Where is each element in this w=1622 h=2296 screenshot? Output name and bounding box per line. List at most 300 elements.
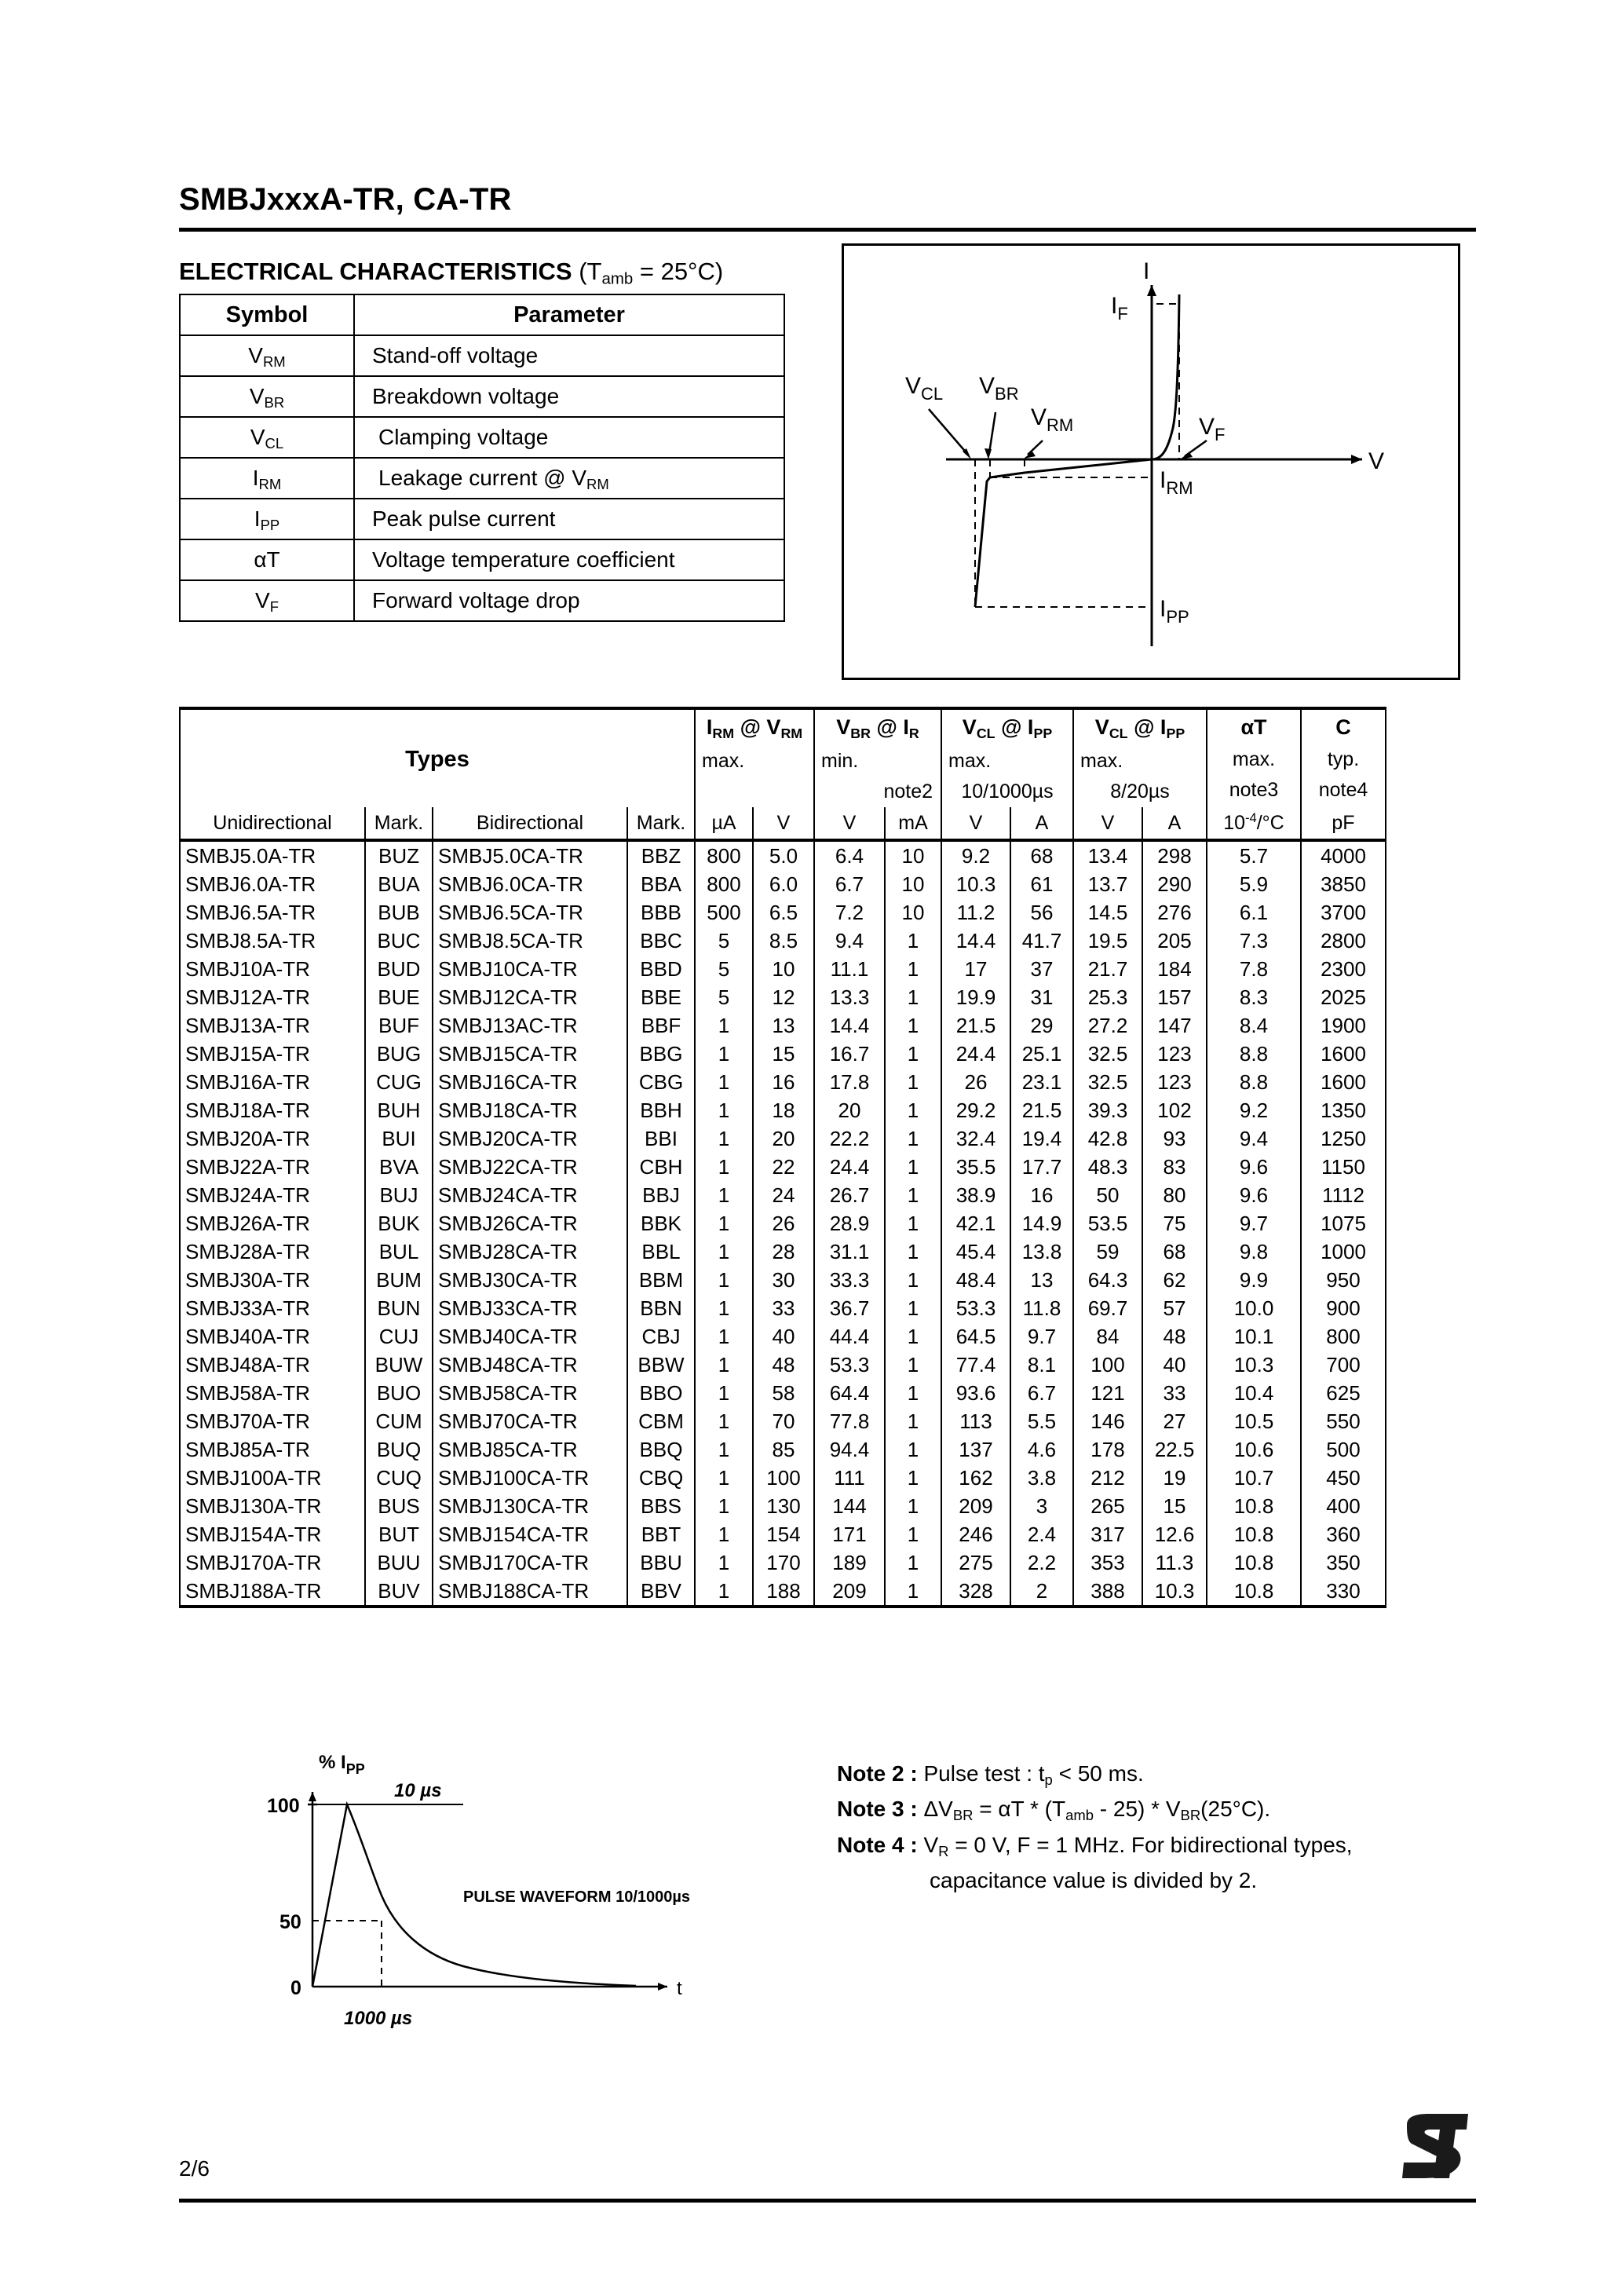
- capacitance-typ: 2300: [1301, 955, 1386, 983]
- type-bidirectional: SMBJ30CA-TR: [433, 1266, 627, 1294]
- vbr-min-v: 7.2: [814, 898, 885, 927]
- cap-spec: typ.: [1327, 748, 1360, 770]
- pulse-ytick-50: 50: [279, 1911, 301, 1933]
- mark-unidirectional: BVA: [365, 1153, 433, 1181]
- vcl1-main-a: V: [962, 715, 977, 739]
- irm-max-ua: 800: [695, 870, 753, 898]
- note-3: [837, 1791, 1353, 1826]
- table-row: [180, 840, 1386, 870]
- parameter-text: Leakage current @ V: [378, 466, 587, 490]
- type-unidirectional: SMBJ6.5A-TR: [180, 898, 365, 927]
- note-4-label: Note 4 :: [837, 1832, 918, 1857]
- ipp-10-1000-a: 2.2: [1010, 1548, 1073, 1577]
- vrm-v: 18: [753, 1096, 814, 1124]
- ipp-10-1000-a: 68: [1010, 840, 1073, 870]
- table-row: [180, 1492, 1386, 1520]
- ir-ma: 1: [885, 1492, 941, 1520]
- ir-ma: 1: [885, 1011, 941, 1040]
- vcl-10-1000-v: 10.3: [941, 870, 1010, 898]
- parameter-cell: Forward voltage drop: [354, 580, 784, 621]
- note-2-tail: < 50 ms.: [1052, 1761, 1144, 1786]
- irm-main-b-sub: RM: [780, 725, 803, 741]
- ipp-8-20-a: 11.3: [1142, 1548, 1207, 1577]
- iv-label-vbr: $V_{BR}$: [979, 373, 1019, 404]
- mark-unidirectional: BUO: [365, 1379, 433, 1407]
- capacitance-typ: 1250: [1301, 1124, 1386, 1153]
- parameter-cell: Breakdown voltage: [354, 376, 784, 417]
- type-unidirectional: SMBJ130A-TR: [180, 1492, 365, 1520]
- mark-bidirectional: BBT: [627, 1520, 695, 1548]
- note-2: [837, 1756, 1353, 1791]
- table-row: [180, 898, 1386, 927]
- ipp-10-1000-a: 3.8: [1010, 1464, 1073, 1492]
- alphat-max: 9.8: [1207, 1238, 1301, 1266]
- ipp-8-20-a: 102: [1142, 1096, 1207, 1124]
- type-unidirectional: SMBJ40A-TR: [180, 1322, 365, 1351]
- note-3-a-sub: BR: [952, 1807, 974, 1824]
- vcl-8-20-v: 64.3: [1073, 1266, 1142, 1294]
- ipp-8-20-a: 27: [1142, 1407, 1207, 1435]
- ipp-10-1000-a: 61: [1010, 870, 1073, 898]
- vbr-min-v: 77.8: [814, 1407, 885, 1435]
- unit-vbr-ma: mA: [885, 807, 941, 840]
- vcl2-main-b: I: [1160, 715, 1167, 739]
- mark-bidirectional: BBG: [627, 1040, 695, 1068]
- ir-ma: 1: [885, 983, 941, 1011]
- mark-unidirectional: BUH: [365, 1096, 433, 1124]
- table-row: [180, 1238, 1386, 1266]
- unit-irm-ua: µA: [695, 807, 753, 840]
- irm-main-a-sub: RM: [712, 725, 735, 741]
- mark-unidirectional: CUM: [365, 1407, 433, 1435]
- irm-main-a: I: [706, 715, 713, 739]
- ipp-10-1000-a: 6.7: [1010, 1379, 1073, 1407]
- alphat-max: 9.4: [1207, 1124, 1301, 1153]
- ipp-8-20-a: 12.6: [1142, 1520, 1207, 1548]
- irm-max-ua: 1: [695, 1096, 753, 1124]
- ir-ma: 1: [885, 1238, 941, 1266]
- symbol-sub: PP: [260, 517, 280, 534]
- vcl-10-1000-v: 9.2: [941, 840, 1010, 870]
- iv-label-vrm: $V_{RM}$: [1031, 404, 1074, 435]
- ipp-10-1000-a: 23.1: [1010, 1068, 1073, 1096]
- ir-ma: 1: [885, 1294, 941, 1322]
- irm-max-ua: 1: [695, 1266, 753, 1294]
- type-bidirectional: SMBJ20CA-TR: [433, 1124, 627, 1153]
- table-row: [180, 1011, 1386, 1040]
- iv-label-irm: $I_{RM}$: [1160, 467, 1193, 498]
- type-unidirectional: SMBJ5.0A-TR: [180, 840, 365, 870]
- mark-bidirectional: CBH: [627, 1153, 695, 1181]
- vrm-v: 40: [753, 1322, 814, 1351]
- ir-ma: 1: [885, 1322, 941, 1351]
- note-3-c: - 25) * V: [1094, 1797, 1181, 1822]
- table-row: [180, 1209, 1386, 1238]
- vcl-10-1000-v: 21.5: [941, 1011, 1010, 1040]
- ipp-8-20-a: 15: [1142, 1492, 1207, 1520]
- page-title: SMBJxxxA-TR, CA-TR: [179, 182, 512, 217]
- vcl-8-20-v: 84: [1073, 1322, 1142, 1351]
- pulse-x-axis-label: t: [677, 1978, 682, 1999]
- unit-alphat: [1207, 807, 1301, 840]
- mark-unidirectional: BUL: [365, 1238, 433, 1266]
- mark-unidirectional: CUJ: [365, 1322, 433, 1351]
- symbol-sub: RM: [262, 353, 286, 371]
- unit-irm-v: V: [753, 807, 814, 840]
- irm-max-ua: 1: [695, 1379, 753, 1407]
- ipp-10-1000-a: 16: [1010, 1181, 1073, 1209]
- table-row: [180, 539, 784, 580]
- vcl-8-20-v: 13.7: [1073, 870, 1142, 898]
- pulse-waveform-figure: [228, 1727, 730, 2034]
- mark-bidirectional: BBJ: [627, 1181, 695, 1209]
- mark-bidirectional: BBC: [627, 927, 695, 955]
- table-row: [180, 1294, 1386, 1322]
- ipp-10-1000-a: 29: [1010, 1011, 1073, 1040]
- vcl-8-20-v: 212: [1073, 1464, 1142, 1492]
- type-bidirectional: SMBJ28CA-TR: [433, 1238, 627, 1266]
- column-header-bidirectional: Bidirectional: [433, 807, 627, 840]
- mark-bidirectional: BBM: [627, 1266, 695, 1294]
- symbol-main: I: [254, 506, 261, 531]
- ec-heading-bold: ELECTRICAL CHARACTERISTICS: [179, 258, 572, 285]
- vcl-8-20-v: 32.5: [1073, 1068, 1142, 1096]
- irm-max-ua: 800: [695, 840, 753, 870]
- ipp-10-1000-a: 11.8: [1010, 1294, 1073, 1322]
- table-row: [180, 335, 784, 376]
- iv-label-i: I: [1143, 258, 1150, 284]
- vcl-8-20-v: 21.7: [1073, 955, 1142, 983]
- ipp-8-20-a: 93: [1142, 1124, 1207, 1153]
- ipp-10-1000-a: 4.6: [1010, 1435, 1073, 1464]
- capacitance-typ: 800: [1301, 1322, 1386, 1351]
- ir-ma: 1: [885, 1068, 941, 1096]
- pulse-ytick-0: 0: [290, 1977, 301, 1999]
- ir-ma: 1: [885, 1379, 941, 1407]
- vcl2-note: 8/20µs: [1110, 781, 1170, 803]
- note-4-line2: capacitance value is divided by 2.: [930, 1868, 1258, 1893]
- ipp-8-20-a: 19: [1142, 1464, 1207, 1492]
- alphat-max: 10.3: [1207, 1351, 1301, 1379]
- capacitance-typ: 1900: [1301, 1011, 1386, 1040]
- iv-label-if: $I_F$: [1111, 293, 1128, 324]
- note-3-b: = αT * (T: [973, 1797, 1066, 1822]
- type-unidirectional: SMBJ24A-TR: [180, 1181, 365, 1209]
- types-table-body: [180, 840, 1386, 1607]
- type-unidirectional: SMBJ58A-TR: [180, 1379, 365, 1407]
- vcl-8-20-v: 13.4: [1073, 840, 1142, 870]
- mark-unidirectional: BUZ: [365, 840, 433, 870]
- ipp-8-20-a: 123: [1142, 1040, 1207, 1068]
- group-header-capacitance: [1301, 708, 1386, 807]
- vrm-v: 6.5: [753, 898, 814, 927]
- type-bidirectional: SMBJ6.5CA-TR: [433, 898, 627, 927]
- ir-ma: 1: [885, 1266, 941, 1294]
- alphat-max: 10.8: [1207, 1520, 1301, 1548]
- mark-unidirectional: BUK: [365, 1209, 433, 1238]
- vcl2-main-b-sub: PP: [1166, 725, 1185, 741]
- alphat-main: αT: [1240, 715, 1267, 739]
- vcl-8-20-v: 19.5: [1073, 927, 1142, 955]
- type-bidirectional: SMBJ12CA-TR: [433, 983, 627, 1011]
- ir-ma: 10: [885, 870, 941, 898]
- type-unidirectional: SMBJ10A-TR: [180, 955, 365, 983]
- vcl-10-1000-v: 38.9: [941, 1181, 1010, 1209]
- ir-ma: 1: [885, 1548, 941, 1577]
- ipp-8-20-a: 123: [1142, 1068, 1207, 1096]
- vrm-v: 6.0: [753, 870, 814, 898]
- ipp-10-1000-a: 21.5: [1010, 1096, 1073, 1124]
- vrm-v: 58: [753, 1379, 814, 1407]
- mark-unidirectional: CUQ: [365, 1464, 433, 1492]
- mark-unidirectional: BUQ: [365, 1435, 433, 1464]
- irm-max-ua: 1: [695, 1464, 753, 1492]
- vrm-v: 70: [753, 1407, 814, 1435]
- vcl-10-1000-v: 113: [941, 1407, 1010, 1435]
- ipp-10-1000-a: 37: [1010, 955, 1073, 983]
- vcl-10-1000-v: 32.4: [941, 1124, 1010, 1153]
- ipp-10-1000-a: 13: [1010, 1266, 1073, 1294]
- irm-max-ua: 1: [695, 1209, 753, 1238]
- table-row: [180, 927, 1386, 955]
- table-row: [180, 1435, 1386, 1464]
- symbol-main: I: [252, 466, 259, 490]
- type-unidirectional: SMBJ20A-TR: [180, 1124, 365, 1153]
- unit-vcl2-a: A: [1142, 807, 1207, 840]
- ipp-8-20-a: 40: [1142, 1351, 1207, 1379]
- vcl-10-1000-v: 45.4: [941, 1238, 1010, 1266]
- table-row: [180, 1124, 1386, 1153]
- note-3-label: Note 3 :: [837, 1797, 918, 1822]
- table-group-header-row: [180, 708, 1386, 807]
- irm-max-ua: 1: [695, 1435, 753, 1464]
- type-unidirectional: SMBJ170A-TR: [180, 1548, 365, 1577]
- type-bidirectional: SMBJ130CA-TR: [433, 1492, 627, 1520]
- note-2-sub: p: [1044, 1771, 1053, 1789]
- group-header-types: Types: [180, 708, 695, 807]
- column-header-symbol: Symbol: [180, 294, 354, 335]
- group-header-alphat: [1207, 708, 1301, 807]
- vbr-min-v: 20: [814, 1096, 885, 1124]
- column-header-parameter: Parameter: [354, 294, 784, 335]
- column-header-unidirectional: Unidirectional: [180, 807, 365, 840]
- mark-bidirectional: BBN: [627, 1294, 695, 1322]
- capacitance-typ: 3700: [1301, 898, 1386, 927]
- type-bidirectional: SMBJ6.0CA-TR: [433, 870, 627, 898]
- note-3-c-sub: BR: [1180, 1807, 1201, 1824]
- irm-max-ua: 1: [695, 1181, 753, 1209]
- irm-max-ua: 1: [695, 1124, 753, 1153]
- alphat-max: 10.5: [1207, 1407, 1301, 1435]
- vcl-10-1000-v: 275: [941, 1548, 1010, 1577]
- vcl-10-1000-v: 53.3: [941, 1294, 1010, 1322]
- capacitance-typ: 950: [1301, 1266, 1386, 1294]
- irm-max-ua: 1: [695, 1294, 753, 1322]
- type-unidirectional: SMBJ13A-TR: [180, 1011, 365, 1040]
- vbr-min-v: 28.9: [814, 1209, 885, 1238]
- cap-main: C: [1335, 715, 1351, 739]
- vrm-v: 28: [753, 1238, 814, 1266]
- vrm-v: 30: [753, 1266, 814, 1294]
- alphat-max: 9.9: [1207, 1266, 1301, 1294]
- iv-curve-svg: [844, 246, 1453, 673]
- ir-ma: 10: [885, 840, 941, 870]
- table-subheader-row: [180, 807, 1386, 840]
- type-bidirectional: SMBJ188CA-TR: [433, 1577, 627, 1607]
- vcl1-main-a-sub: CL: [976, 725, 995, 741]
- capacitance-typ: 4000: [1301, 840, 1386, 870]
- ipp-8-20-a: 62: [1142, 1266, 1207, 1294]
- symbol-cell: [180, 335, 354, 376]
- capacitance-typ: 1112: [1301, 1181, 1386, 1209]
- note-3-b-sub: amb: [1065, 1807, 1094, 1824]
- mark-unidirectional: BUT: [365, 1520, 433, 1548]
- ir-ma: 1: [885, 1153, 941, 1181]
- symbol-cell: [180, 580, 354, 621]
- irm-max-ua: 1: [695, 1492, 753, 1520]
- table-row: [180, 458, 784, 499]
- table-row: [180, 1520, 1386, 1548]
- ipp-8-20-a: 298: [1142, 840, 1207, 870]
- vcl-10-1000-v: 328: [941, 1577, 1010, 1607]
- vcl-10-1000-v: 26: [941, 1068, 1010, 1096]
- table-row: [180, 499, 784, 539]
- ipp-8-20-a: 276: [1142, 898, 1207, 927]
- iv-label-vcl: $V_{CL}$: [905, 373, 944, 404]
- vcl-10-1000-v: 162: [941, 1464, 1010, 1492]
- mark-unidirectional: BUD: [365, 955, 433, 983]
- vrm-v: 24: [753, 1181, 814, 1209]
- capacitance-typ: 360: [1301, 1520, 1386, 1548]
- type-unidirectional: SMBJ12A-TR: [180, 983, 365, 1011]
- vbr-min-v: 111: [814, 1464, 885, 1492]
- vbr-min-v: 14.4: [814, 1011, 885, 1040]
- capacitance-typ: 1600: [1301, 1040, 1386, 1068]
- vbr-min-v: 44.4: [814, 1322, 885, 1351]
- ir-ma: 1: [885, 1209, 941, 1238]
- table-row: [180, 1068, 1386, 1096]
- irm-max-ua: 1: [695, 1153, 753, 1181]
- mark-unidirectional: BUM: [365, 1266, 433, 1294]
- mark-bidirectional: BBI: [627, 1124, 695, 1153]
- ipp-10-1000-a: 5.5: [1010, 1407, 1073, 1435]
- note-3-tail: (25°C).: [1200, 1797, 1271, 1822]
- symbol-sub: RM: [258, 476, 282, 493]
- ipp-8-20-a: 10.3: [1142, 1577, 1207, 1607]
- st-logo-icon: [1397, 2112, 1473, 2184]
- ipp-10-1000-a: 9.7: [1010, 1322, 1073, 1351]
- vcl-10-1000-v: 11.2: [941, 898, 1010, 927]
- group-header-irm: [695, 708, 814, 807]
- irm-max-ua: 1: [695, 1068, 753, 1096]
- table-row: [180, 1153, 1386, 1181]
- column-header-mark-bid: Mark.: [627, 807, 695, 840]
- type-bidirectional: SMBJ48CA-TR: [433, 1351, 627, 1379]
- iv-label-ipp: $I_{PP}$: [1160, 596, 1189, 627]
- mark-unidirectional: BUV: [365, 1577, 433, 1607]
- vrm-v: 8.5: [753, 927, 814, 955]
- mark-unidirectional: BUW: [365, 1351, 433, 1379]
- vcl-8-20-v: 59: [1073, 1238, 1142, 1266]
- capacitance-typ: 550: [1301, 1407, 1386, 1435]
- ir-ma: 1: [885, 1407, 941, 1435]
- type-bidirectional: SMBJ24CA-TR: [433, 1181, 627, 1209]
- alphat-max: 10.8: [1207, 1492, 1301, 1520]
- group-header-vcl-8-20: [1073, 708, 1207, 807]
- ipp-8-20-a: 48: [1142, 1322, 1207, 1351]
- footer-divider: [179, 2199, 1476, 2203]
- vbr-min-v: 33.3: [814, 1266, 885, 1294]
- capacitance-typ: 900: [1301, 1294, 1386, 1322]
- irm-max-ua: 5: [695, 955, 753, 983]
- table-row: [180, 1464, 1386, 1492]
- vbr-min-v: 189: [814, 1548, 885, 1577]
- vrm-v: 85: [753, 1435, 814, 1464]
- mark-unidirectional: BUU: [365, 1548, 433, 1577]
- mark-bidirectional: BBD: [627, 955, 695, 983]
- vbr-min-v: 26.7: [814, 1181, 885, 1209]
- unit-vcl2-v: V: [1073, 807, 1142, 840]
- vrm-v: 13: [753, 1011, 814, 1040]
- vcl-10-1000-v: 48.4: [941, 1266, 1010, 1294]
- table-row: [180, 870, 1386, 898]
- capacitance-typ: 330: [1301, 1577, 1386, 1607]
- vcl-10-1000-v: 17: [941, 955, 1010, 983]
- mark-bidirectional: CBJ: [627, 1322, 695, 1351]
- ipp-8-20-a: 80: [1142, 1181, 1207, 1209]
- vbr-min-v: 9.4: [814, 927, 885, 955]
- ir-ma: 1: [885, 1124, 941, 1153]
- alphat-max: 8.8: [1207, 1040, 1301, 1068]
- ipp-10-1000-a: 14.9: [1010, 1209, 1073, 1238]
- vrm-v: 10: [753, 955, 814, 983]
- irm-max-ua: 500: [695, 898, 753, 927]
- ir-ma: 1: [885, 1040, 941, 1068]
- ipp-10-1000-a: 25.1: [1010, 1040, 1073, 1068]
- ir-ma: 1: [885, 1351, 941, 1379]
- type-unidirectional: SMBJ6.0A-TR: [180, 870, 365, 898]
- type-unidirectional: SMBJ30A-TR: [180, 1266, 365, 1294]
- vcl-8-20-v: 14.5: [1073, 898, 1142, 927]
- alphat-max: 8.3: [1207, 983, 1301, 1011]
- types-data-table: [179, 707, 1386, 1608]
- symbol-cell: [180, 376, 354, 417]
- unit-vcl1-v: V: [941, 807, 1010, 840]
- alphat-max: 5.9: [1207, 870, 1301, 898]
- vcl1-at: @: [1001, 715, 1022, 739]
- vcl-8-20-v: 146: [1073, 1407, 1142, 1435]
- mark-bidirectional: BBS: [627, 1492, 695, 1520]
- symbol-cell: [180, 499, 354, 539]
- vbr-min-v: 6.4: [814, 840, 885, 870]
- table-row: [180, 1379, 1386, 1407]
- ipp-10-1000-a: 56: [1010, 898, 1073, 927]
- ipp-10-1000-a: 41.7: [1010, 927, 1073, 955]
- irm-max-ua: 1: [695, 1548, 753, 1577]
- mark-bidirectional: BBU: [627, 1548, 695, 1577]
- type-bidirectional: SMBJ154CA-TR: [433, 1520, 627, 1548]
- vbr-main-a-sub: BR: [850, 725, 871, 741]
- type-unidirectional: SMBJ16A-TR: [180, 1068, 365, 1096]
- vcl-8-20-v: 265: [1073, 1492, 1142, 1520]
- mark-bidirectional: BBF: [627, 1011, 695, 1040]
- irm-max-ua: 1: [695, 1238, 753, 1266]
- ipp-8-20-a: 33: [1142, 1379, 1207, 1407]
- vrm-v: 22: [753, 1153, 814, 1181]
- vcl-8-20-v: 69.7: [1073, 1294, 1142, 1322]
- vcl-8-20-v: 353: [1073, 1548, 1142, 1577]
- vbr-spec: min.: [821, 749, 859, 772]
